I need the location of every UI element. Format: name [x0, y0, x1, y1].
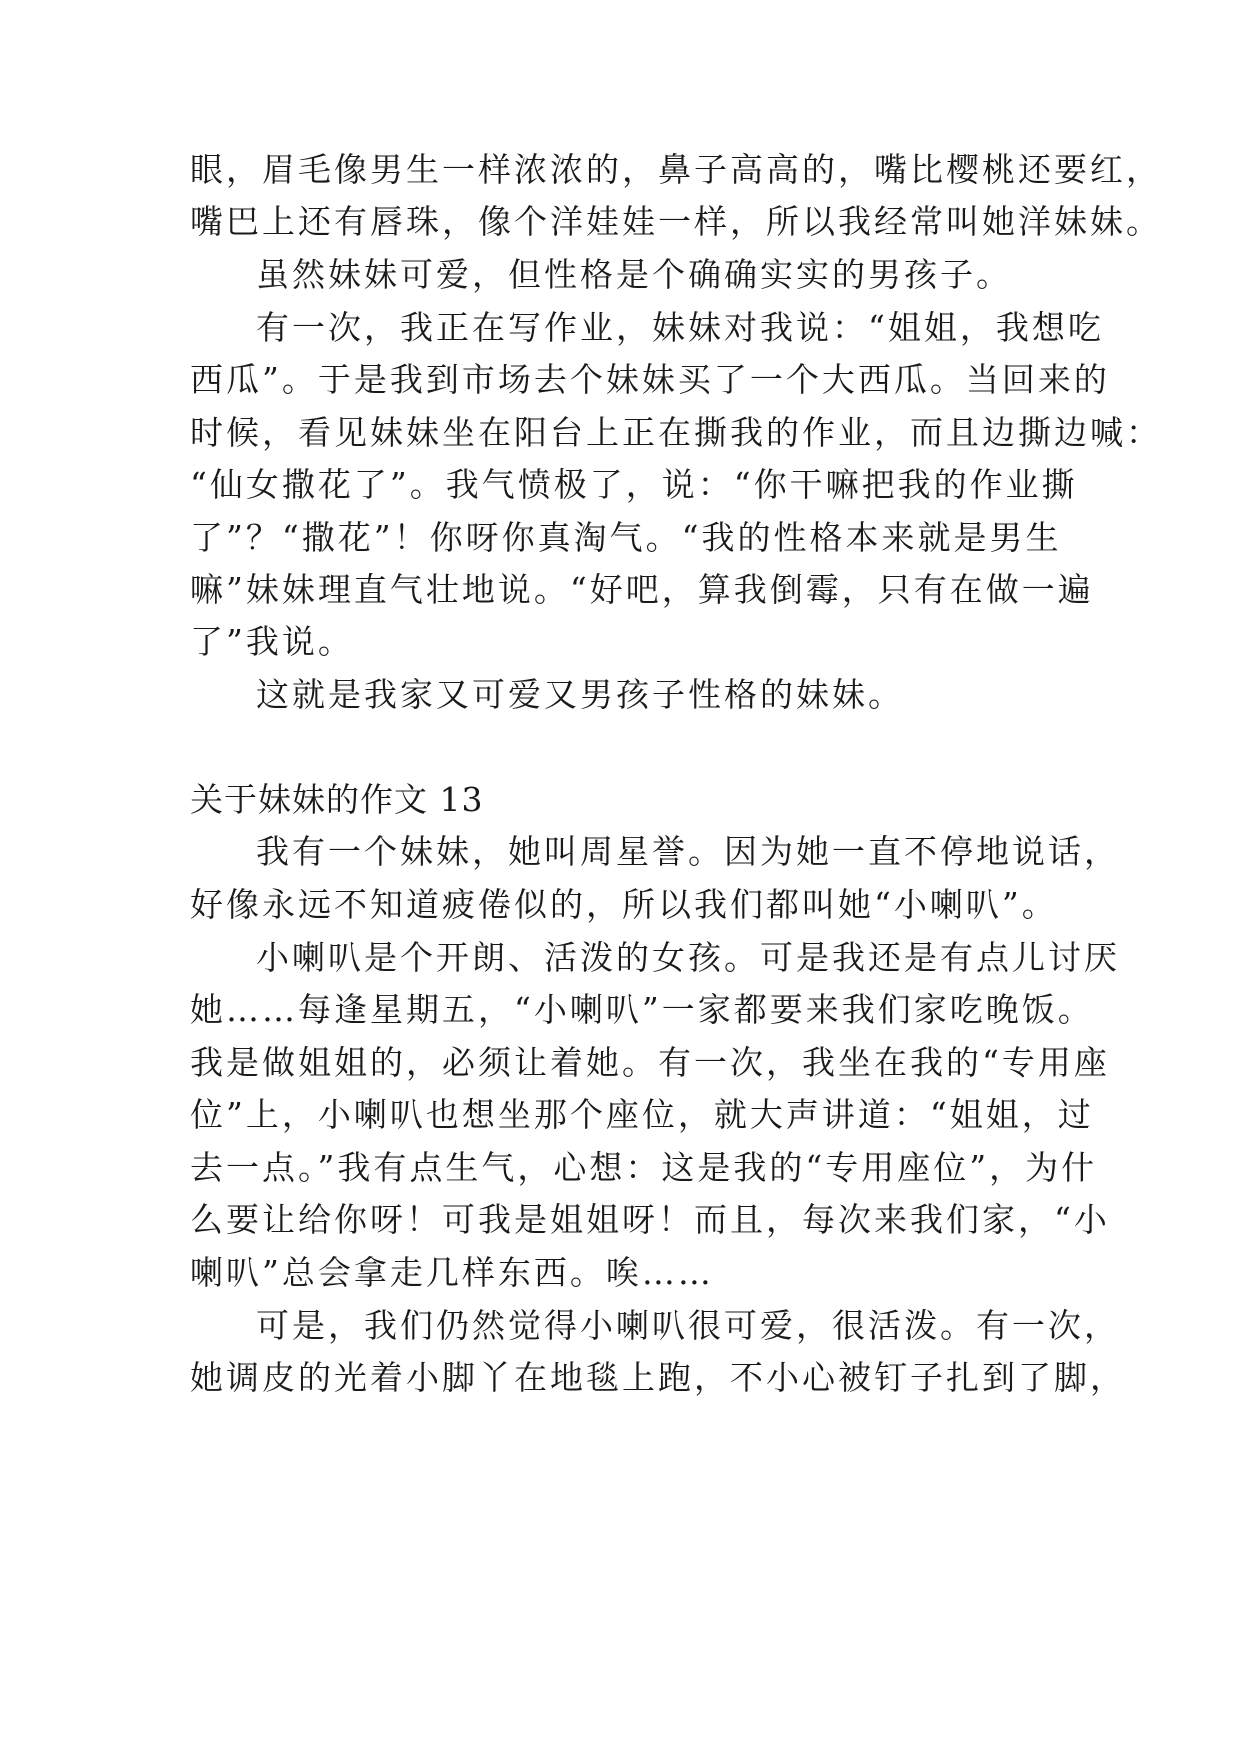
paragraph-line: 嘴巴上还有唇珠，像个洋娃娃一样，所以我经常叫她洋妹妹。: [190, 202, 1162, 241]
paragraph-line: 好像永远不知道疲倦似的，所以我们都叫她“小喇叭”。: [190, 885, 1058, 924]
paragraph-line: 小喇叭是个开朗、活泼的女孩。可是我还是有点儿讨厌: [256, 938, 1120, 977]
paragraph-line: 她调皮的光着小脚丫在地毯上跑，不小心被钉子扎到了脚，: [190, 1358, 1126, 1397]
paragraph-line: 虽然妹妹可爱，但性格是个确确实实的男孩子。: [256, 255, 1012, 294]
paragraph-line: 嘛”妹妹理直气壮地说。“好吧，算我倒霉，只有在做一遍: [190, 570, 1094, 609]
paragraph-line: 我有一个妹妹，她叫周星誉。因为她一直不停地说话，: [256, 832, 1120, 871]
paragraph-line: 去一点。”我有点生气，心想：这是我的“专用座位”，为什: [190, 1148, 1098, 1187]
paragraph-line: 这就是我家又可爱又男孩子性格的妹妹。: [256, 675, 904, 714]
paragraph-line: 喇叭”总会拿走几样东西。唉……: [190, 1253, 714, 1292]
paragraph-line: 位”上，小喇叭也想坐那个座位，就大声讲道：“姐姐，过: [190, 1095, 1094, 1134]
paragraph-line: “仙女撒花了”。我气愤极了，说：“你干嘛把我的作业撕: [190, 465, 1078, 504]
paragraph-line: 有一次，我正在写作业，妹妹对我说：“姐姐，我想吃: [256, 308, 1104, 347]
section-heading: 关于妹妹的作文 13: [190, 780, 484, 819]
paragraph-line: 她……每逢星期五，“小喇叭”一家都要来我们家吃晚饭。: [190, 990, 1094, 1029]
paragraph-line: 了”我说。: [190, 622, 354, 661]
paragraph-line: 时候，看见妹妹坐在阳台上正在撕我的作业，而且边撕边喊：: [190, 413, 1162, 452]
paragraph-line: 可是，我们仍然觉得小喇叭很可爱，很活泼。有一次，: [256, 1306, 1120, 1345]
paragraph-line: 我是做姐姐的，必须让着她。有一次，我坐在我的“专用座: [190, 1043, 1110, 1082]
paragraph-line: 了”？“撒花”！你呀你真淘气。“我的性格本来就是男生: [190, 518, 1062, 557]
paragraph-line: 么要让给你呀！可我是姐姐呀！而且，每次来我们家，“小: [190, 1200, 1110, 1239]
paragraph-line: 西瓜”。于是我到市场去个妹妹买了一个大西瓜。当回来的: [190, 360, 1110, 399]
paragraph-line: 眼，眉毛像男生一样浓浓的，鼻子高高的，嘴比樱桃还要红，: [190, 150, 1162, 189]
